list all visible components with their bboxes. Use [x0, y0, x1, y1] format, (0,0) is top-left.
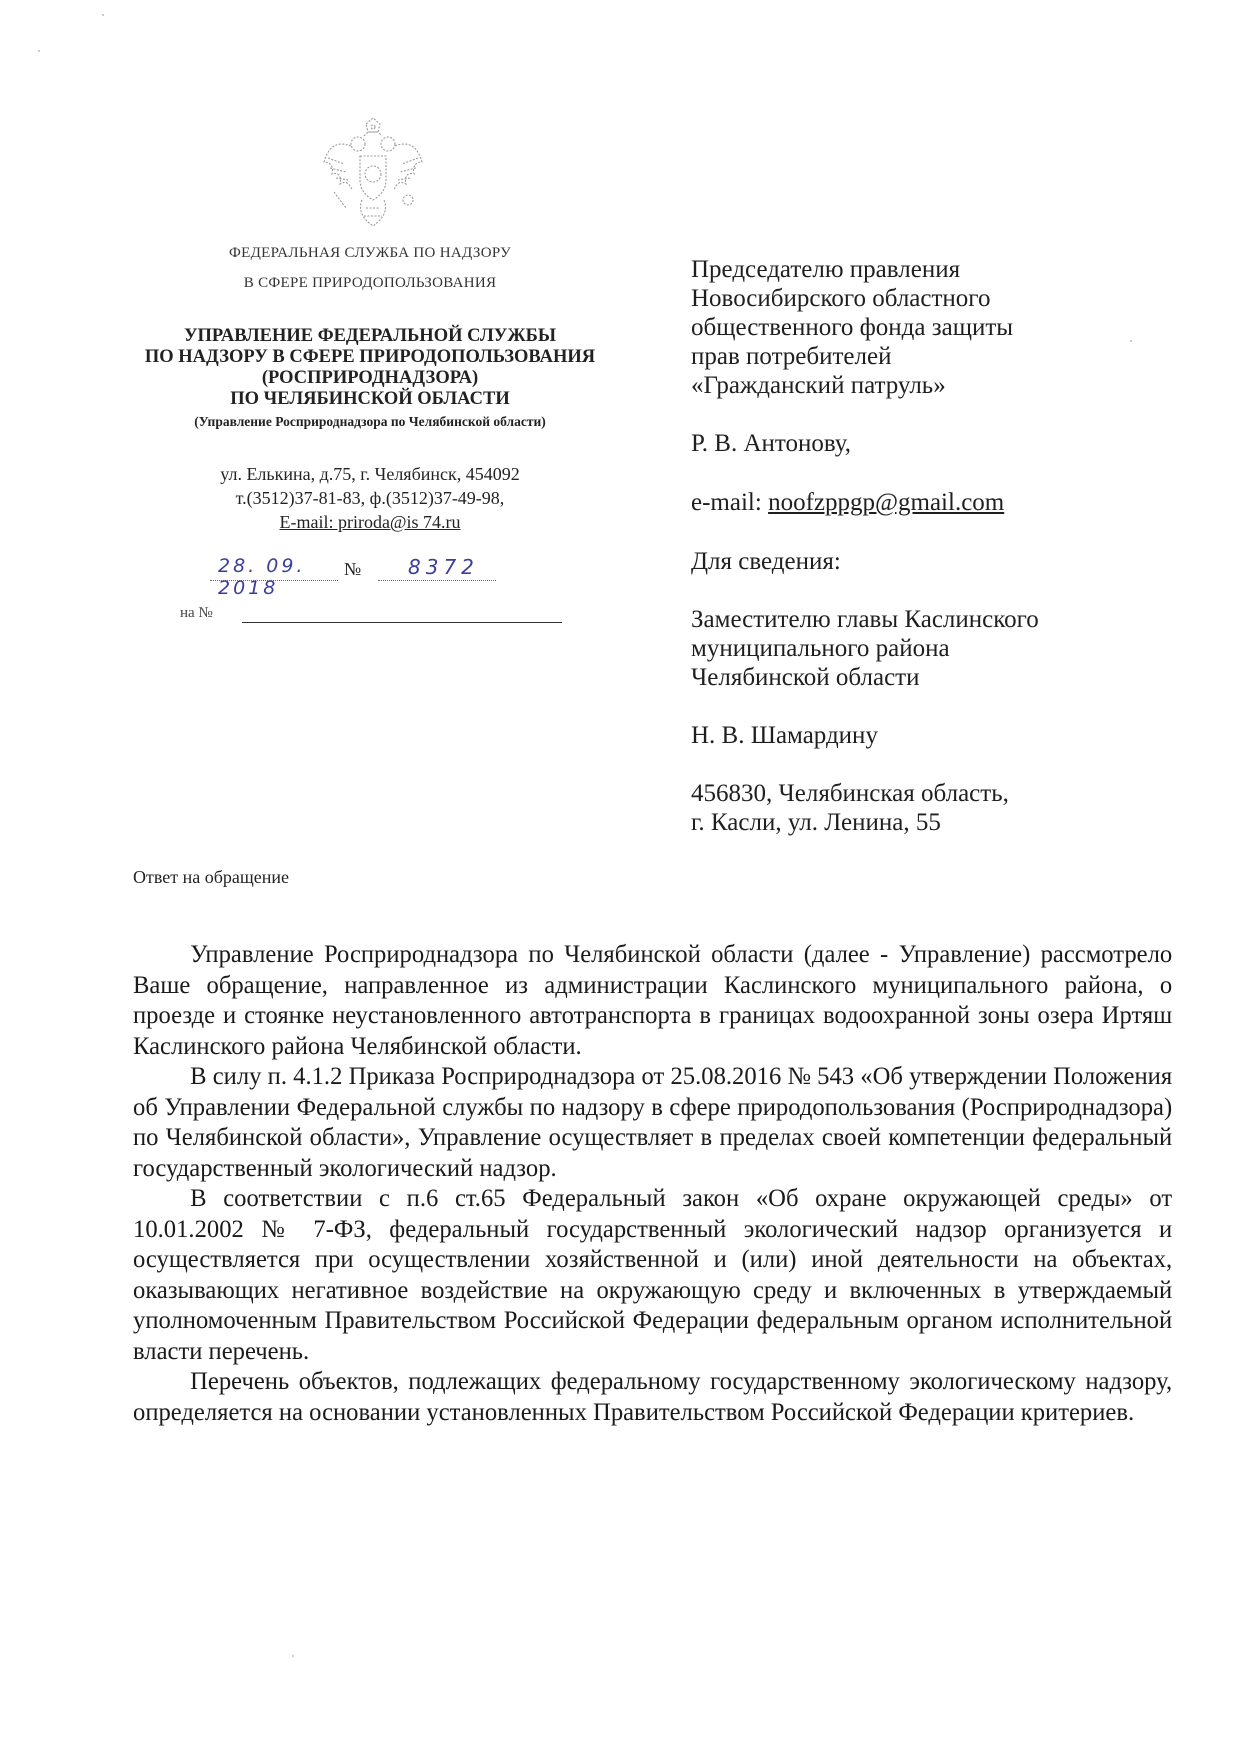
office-name-line1: УПРАВЛЕНИЕ ФЕДЕРАЛЬНОЙ СЛУЖБЫ	[183, 326, 557, 346]
registration-row	[210, 555, 540, 599]
cc-address-line: г. Касли, ул. Ленина, 55	[691, 809, 941, 836]
reply-to-row	[180, 605, 570, 629]
addressee-position	[691, 255, 1171, 400]
scan-speck	[1130, 340, 1132, 342]
cc-name: Н. В. Шамардину	[691, 722, 878, 749]
scan-speck	[38, 50, 40, 52]
office-name-line2: ПО НАДЗОРУ В СФЕРЕ ПРИРОДОПОЛЬЗОВАНИЯ	[144, 347, 596, 367]
registration-date: 28. 09. 2018	[210, 555, 338, 581]
office-address: ул. Елькина, д.75, г. Челябинск, 454092	[220, 464, 520, 484]
cc-address	[691, 779, 1171, 837]
office-name-line3: (РОСПРИРОДНАДЗОРА)	[261, 368, 479, 388]
registration-number: 8372	[378, 555, 496, 581]
addressee-email-link[interactable]: noofzppgp@gmail.com	[768, 489, 1005, 516]
addressee-email-line	[691, 488, 1171, 517]
addressee-position-line: Новосибирского областного	[691, 285, 991, 312]
addressee-position-line: «Гражданский патруль»	[691, 372, 946, 399]
cc-position	[691, 605, 1171, 692]
scan-speck	[102, 14, 104, 16]
office-short-name: (Управление Росприроднадзора по Челябинской области)	[194, 414, 546, 429]
cc-label: Для сведения:	[691, 548, 841, 575]
cc-address-line: 456830, Челябинская область,	[691, 780, 1009, 807]
office-email-link[interactable]: E-mail: priroda@is 74.ru	[279, 512, 461, 532]
registration-number-sign: №	[344, 559, 362, 579]
body-paragraph: Управление Росприроднадзора по Челябинской области (далее - Управление) рассмотрело Ваше обращение, направленное из администрации Каслинского муниципального района, о проезде и стоянке неустановленного автотранспорта в границах водоохранной зоны озера Иртяш Каслинского района Челябинской области.	[133, 941, 1173, 1060]
scan-speck	[292, 1655, 294, 1657]
letter-body	[133, 940, 1172, 1428]
cc-position-line: Челябинской области	[691, 664, 920, 691]
office-email	[160, 510, 580, 534]
addressee-email-label: e-mail:	[691, 489, 769, 516]
reply-to-blank-line	[242, 622, 562, 623]
addressee-position-line: общественного фонда защиты	[691, 314, 1014, 341]
office-name-line4: ПО ЧЕЛЯБИНСКОЙ ОБЛАСТИ	[230, 389, 510, 409]
addressee-position-line: Председателю правления	[691, 256, 961, 283]
service-name-line1: ФЕДЕРАЛЬНАЯ СЛУЖБА ПО НАДЗОРУ	[228, 245, 512, 261]
body-paragraph: В силу п. 4.1.2 Приказа Росприроднадзора от 25.08.2016 № 543 «Об утверждении Положения об Управлении Федеральной службы по надзору в сфере природопользования (Росприроднадзора) по Челябинской области», Управление осуществляет в пределах своей компетенции федеральный государственный экологический надзор.	[133, 1063, 1173, 1182]
body-paragraph: Перечень объектов, подлежащих федеральному государственному экологическому надзору, определяется на основании установленных Правительством Российской Федерации критериев.	[133, 1368, 1173, 1426]
coat-of-arms-emblem-icon	[318, 118, 428, 230]
body-paragraph: В соответствии с п.6 ст.65 Федеральный закон «Об охране окружающей среды» от 10.01.2002 № 7-ФЗ, федеральный государственный экологический надзор организуется и осуществляется при осуществлении хозяйственной и (или) иной деятельности на объектах, оказывающих негативное воздействие на окружающую среду и включенных в утверждаемый уполномоченным Правительством Российской Федерации федеральным органом исполнительной власти перечень.	[133, 1185, 1173, 1365]
reply-to-label: на №	[180, 605, 213, 621]
addressee-position-line: прав потребителей	[691, 343, 892, 370]
cc-position-line: Заместителю главы Каслинского	[691, 606, 1039, 633]
letter-subject: Ответ на обращение	[133, 867, 289, 887]
cc-position-line: муниципального района	[691, 635, 950, 662]
service-name-line2: В СФЕРЕ ПРИРОДОПОЛЬЗОВАНИЯ	[243, 275, 497, 291]
office-phones: т.(3512)37-81-83, ф.(3512)37-49-98,	[235, 488, 505, 508]
addressee-name: Р. В. Антонову,	[691, 430, 852, 457]
